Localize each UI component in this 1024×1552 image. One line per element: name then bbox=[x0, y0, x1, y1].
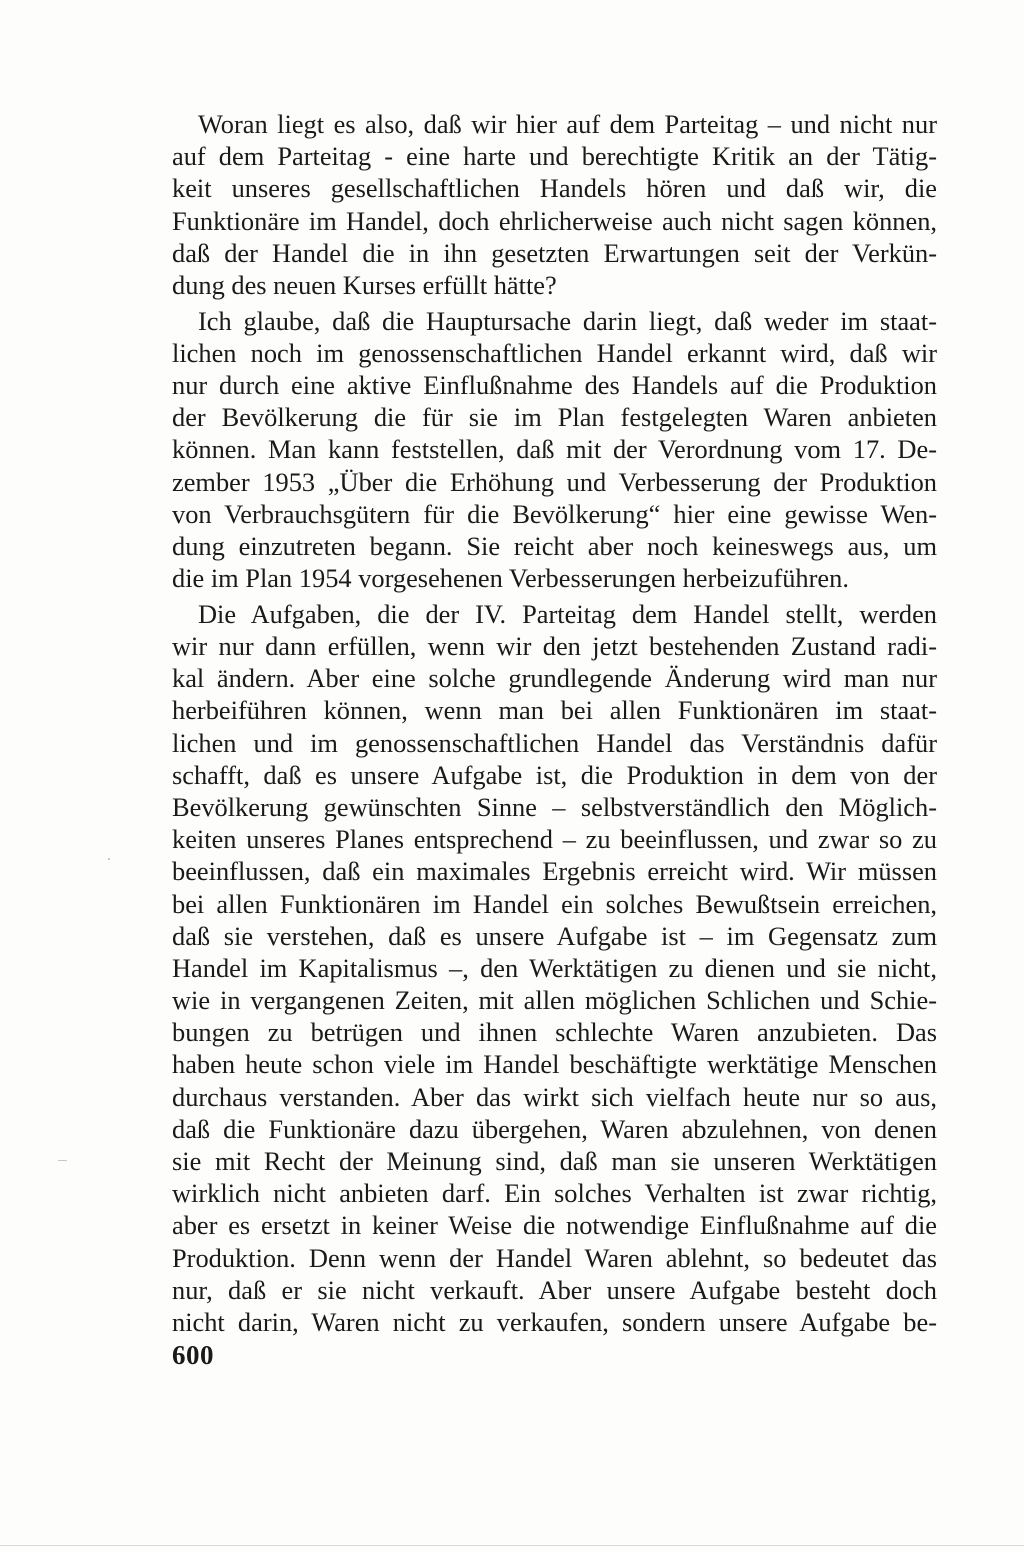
text-line: nicht darin, Waren nicht zu verkaufen, sondern unsere Aufgabe be- bbox=[172, 1306, 937, 1337]
text-line: Funktionäre im Handel, doch ehrlicherweise auch nicht sagen können, bbox=[172, 205, 937, 236]
text-line: keiten unseres Planes entsprechend – zu beeinflussen, und zwar so zu bbox=[172, 824, 937, 855]
text-line: daß die Funktionäre dazu übergehen, Waren abzulehnen, von denen bbox=[172, 1113, 937, 1144]
text-line: nur, daß er sie nicht verkauft. Aber unsere Aufgabe besteht doch bbox=[172, 1274, 937, 1305]
text-line: dung des neuen Kurses erfüllt hätte? bbox=[172, 269, 557, 300]
text-line: wirklich nicht anbieten darf. Ein solches Verhalten ist zwar richtig, bbox=[172, 1178, 937, 1209]
text-line: Produktion. Denn wenn der Handel Waren ablehnt, so bedeutet das bbox=[172, 1242, 937, 1273]
text-line: aber es ersetzt in keiner Weise die notwendige Einflußnahme auf die bbox=[172, 1210, 937, 1241]
paragraph-2 bbox=[172, 305, 937, 595]
paragraph-1 bbox=[172, 108, 937, 301]
paragraph-3 bbox=[172, 598, 937, 1338]
text-line: bungen zu betrügen und ihnen schlechte Waren anzubieten. Das bbox=[172, 1017, 937, 1048]
text-line: herbeiführen können, wenn man bei allen Funktionären im staat- bbox=[172, 695, 937, 726]
text-line: daß sie verstehen, daß es unsere Aufgabe ist – im Gegensatz zum bbox=[172, 920, 937, 951]
text-line: können. Man kann feststellen, daß mit der Verordnung vom 17. De- bbox=[172, 434, 937, 465]
scan-speck bbox=[58, 1160, 67, 1161]
text-line: lichen und im genossenschaftlichen Handel das Verständnis dafür bbox=[172, 727, 937, 758]
text-line: dung einzutreten begann. Sie reicht aber noch keineswegs aus, um bbox=[172, 530, 937, 561]
text-line: Handel im Kapitalismus –, den Werktätigen zu dienen und sie nicht, bbox=[172, 952, 937, 983]
text-line: nur durch eine aktive Einflußnahme des Handels auf die Produktion bbox=[172, 370, 937, 400]
text-line: Ich glaube, daß die Hauptursache darin liegt, daß weder im staat- bbox=[198, 305, 937, 336]
text-line: beeinflussen, daß ein maximales Ergebnis erreicht wird. Wir müssen bbox=[172, 856, 937, 887]
text-line: Die Aufgaben, die der IV. Parteitag dem Handel stellt, werden bbox=[198, 598, 937, 629]
text-line: haben heute schon viele im Handel beschäftigte werktätige Menschen bbox=[172, 1049, 937, 1080]
text-line: Bevölkerung gewünschten Sinne – selbstverständlich den Möglich- bbox=[172, 791, 937, 822]
text-line: auf dem Parteitag - eine harte und berechtigte Kritik an der Tätig- bbox=[172, 141, 937, 172]
text-line: wie in vergangenen Zeiten, mit allen möglichen Schlichen und Schie- bbox=[172, 985, 937, 1016]
page-number: 600 bbox=[172, 1340, 214, 1370]
page-text bbox=[172, 108, 937, 1338]
text-line: der Bevölkerung die für sie im Plan festgelegten Waren anbieten bbox=[172, 402, 937, 433]
scan-speck bbox=[108, 858, 110, 860]
text-line: schafft, daß es unsere Aufgabe ist, die Produktion in dem von der bbox=[172, 759, 937, 790]
text-line: daß der Handel die in ihn gesetzten Erwartungen seit der Verkün- bbox=[172, 237, 937, 268]
text-line: durchaus verstanden. Aber das wirkt sich vielfach heute nur so aus, bbox=[172, 1081, 937, 1112]
text-line: lichen noch im genossenschaftlichen Handel erkannt wird, daß wir bbox=[172, 337, 937, 368]
scan-edge-line bbox=[0, 1545, 1024, 1546]
text-line: bei allen Funktionären im Handel ein solches Bewußtsein erreichen, bbox=[172, 888, 937, 919]
text-line: Woran liegt es also, daß wir hier auf dem Parteitag – und nicht nur bbox=[198, 109, 937, 139]
text-line: zember 1953 „Über die Erhöhung und Verbesserung der Produktion bbox=[172, 466, 937, 497]
text-line: die im Plan 1954 vorgesehenen Verbesserungen herbeizuführen. bbox=[172, 563, 849, 594]
text-line: kal ändern. Aber eine solche grundlegende Änderung wird man nur bbox=[172, 663, 937, 694]
text-line: von Verbrauchsgütern für die Bevölkerung“ hier eine gewisse Wen- bbox=[172, 498, 937, 529]
text-line: keit unseres gesellschaftlichen Handels hören und daß wir, die bbox=[172, 173, 937, 204]
text-line: wir nur dann erfüllen, wenn wir den jetzt bestehenden Zustand radi- bbox=[172, 631, 937, 661]
text-line: sie mit Recht der Meinung sind, daß man sie unseren Werktätigen bbox=[172, 1146, 937, 1176]
